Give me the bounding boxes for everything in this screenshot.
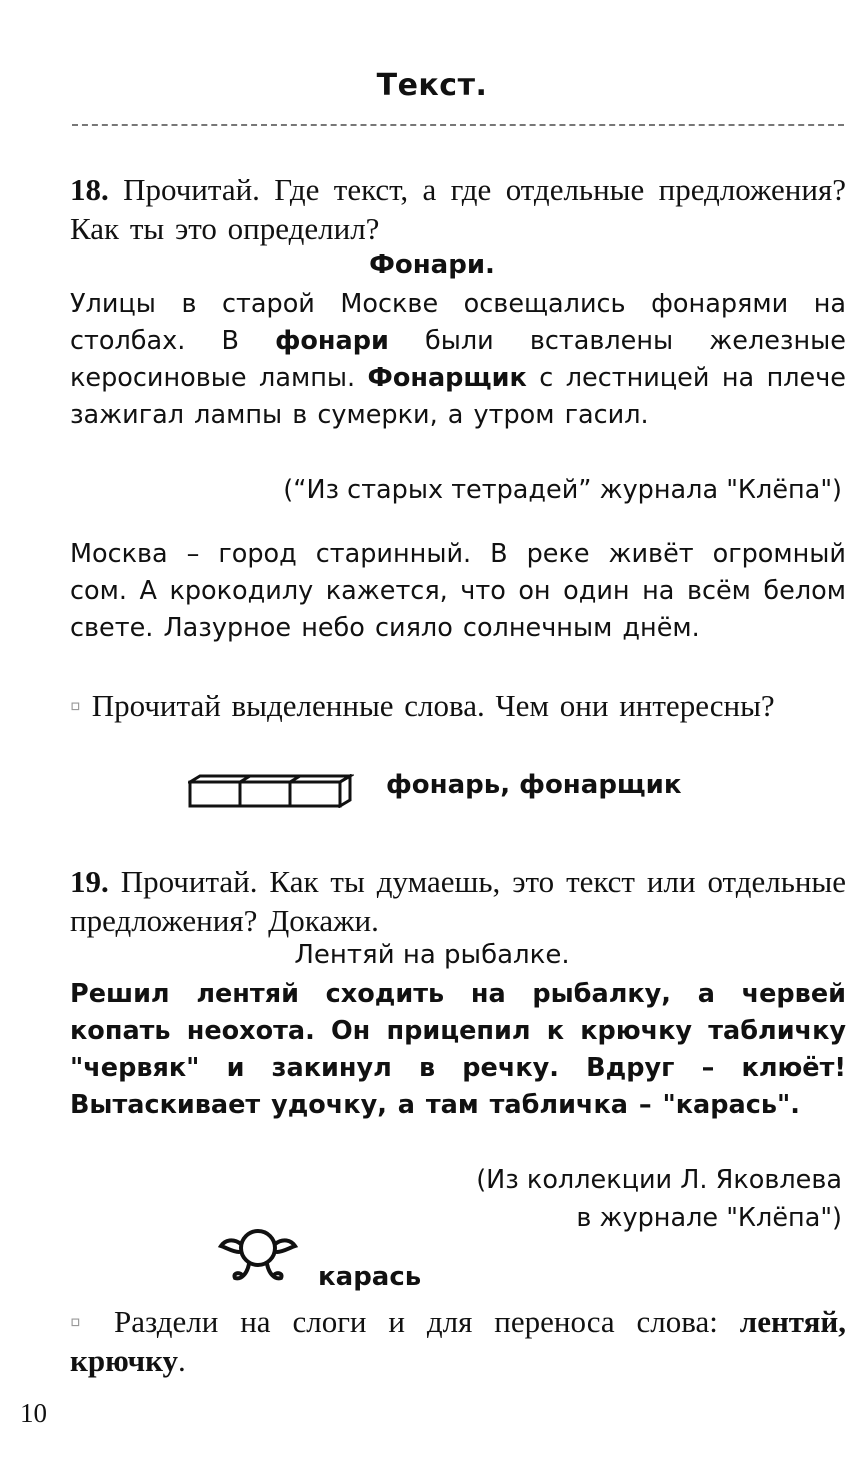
text-title-lentyay: Лентяй на рыбалке. (294, 940, 570, 970)
text-fonari-part1: Улицы в старой Москве освещались фонарями на столбах. В (70, 289, 846, 356)
exercise-19-subtask-text: Раздели на слоги и для переноса слова: (114, 1304, 718, 1339)
exercise-18-prompt-rest: Где текст, а где отдельные предложения? Как ты это определил? (70, 172, 846, 246)
subtask-marker-2: ▫ (70, 1304, 93, 1339)
exercise-18-number: 18. (70, 172, 109, 207)
separate-sentences: Москва – город старинный. В реке живёт огромный сом. А крокодилу кажется, что он один на всём белом свете. Лазурное небо сияло солнечным днём. (70, 539, 846, 643)
exercise-18-subtask-text: Прочитай выделенные слова. Чем они интересны? (91, 688, 775, 723)
subtask-marker: ▫ (70, 688, 81, 723)
exercise-19-prompt: Прочитай. (120, 864, 258, 899)
exercise-18-question (70, 170, 846, 248)
page-number: 10 (20, 1398, 47, 1428)
exercise-19-number: 19. (70, 864, 109, 899)
syllable-boxes-icon (188, 774, 354, 808)
text-fonari-part2: были вставлены железные керосиновые лампы. (70, 326, 846, 393)
text-fonari-part3: с лестницей на плече зажигал лампы в сумерки, а утром гасил. (70, 363, 846, 430)
exercise-19-question (70, 862, 846, 940)
fish-word: карась (318, 1262, 422, 1292)
text-lentyay-source-line1: (Из коллекции Л. Яковлева (476, 1165, 842, 1195)
text-fonari (70, 286, 846, 434)
word-pair: фонарь, фонарщик (386, 770, 682, 800)
text-fonari-source: (“Из старых тетрадей” журнала "Клёпа") (283, 475, 842, 505)
exercise-18-prompt: Прочитай. (123, 172, 260, 207)
highlight-fonari: фонари (275, 326, 389, 356)
exercise-18-subtask (70, 686, 846, 725)
text-lentyay: Решил лентяй сходить на рыбалку, а червей копать неохота. Он прицепил к крючку табличку "червяк" и закинул в речку. Вдруг – клюёт! Вытаскивает удочку, а там табличка – "карась". (70, 979, 846, 1120)
exercise-19-subtask: ▫ Раздели на слоги и для переноса слова: лентяй, крючку. (70, 1304, 847, 1378)
exercise-19-subtask-words: лентяй, крючку (70, 1304, 847, 1378)
heading-divider (72, 124, 844, 126)
section-heading: Текст. (376, 68, 488, 103)
exercise-19-prompt-rest: Как ты думаешь, это текст или отдельные предложения? Докажи. (70, 864, 847, 938)
highlight-fonarshchik: Фонарщик (367, 363, 527, 393)
text-title-fonari: Фонари. (369, 250, 495, 280)
text-lentyay-source-line2: в журнале "Клёпа") (576, 1203, 842, 1233)
fish-icon (215, 1222, 301, 1288)
